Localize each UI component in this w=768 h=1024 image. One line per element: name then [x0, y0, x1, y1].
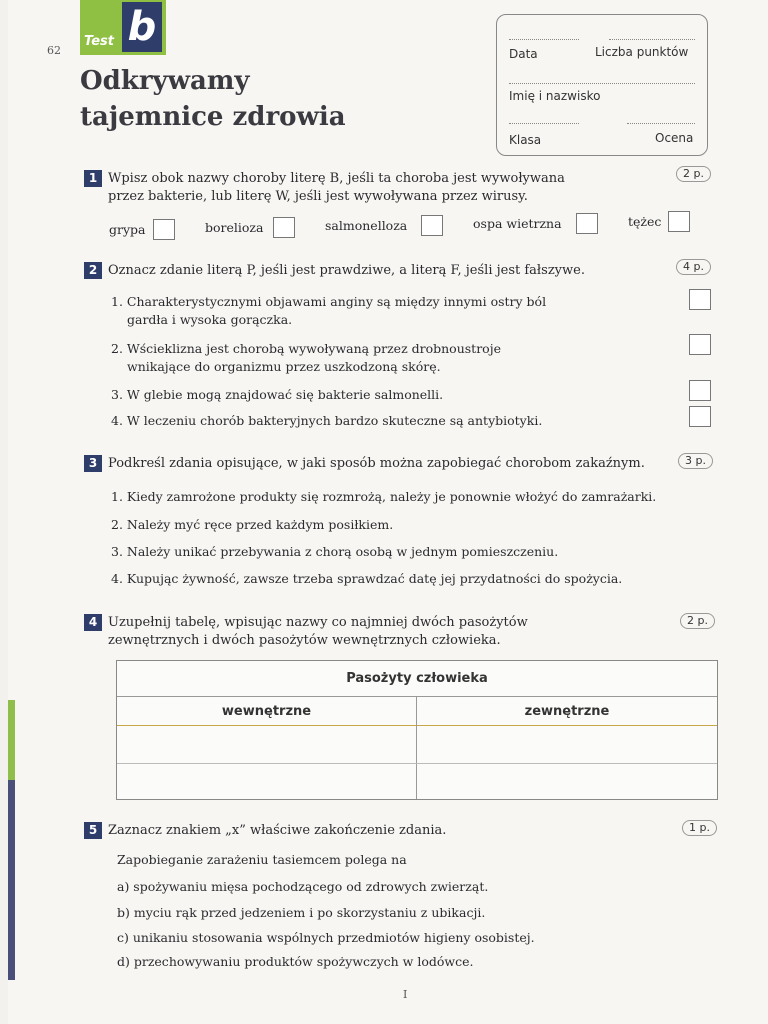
page-number: 62	[47, 44, 61, 57]
page-title	[80, 63, 346, 135]
question-text: Oznacz zdanie literą P, jeśli jest prawdziwe, a literą F, jeśli jest fałszywe.	[108, 263, 585, 278]
question-5	[84, 822, 446, 840]
sentence-item[interactable]: 4. Kupując żywność, zawsze trzeba sprawdzać datę jej przydatności do spożycia.	[111, 571, 623, 586]
statement-line: 4. W leczeniu chorób bakteryjnych bardzo skuteczne są antybiotyki.	[111, 413, 543, 428]
answer-box[interactable]	[421, 215, 443, 236]
grade-line	[627, 123, 695, 124]
statement-item	[111, 293, 546, 329]
answer-box[interactable]	[689, 289, 711, 310]
student-info-box	[496, 14, 708, 156]
column-header-external: zewnętrzne	[417, 697, 717, 726]
question-text: Zaznacz znakiem „x” właściwe zakończenie zdania.	[108, 823, 447, 838]
points-badge: 2 p.	[680, 613, 715, 629]
question-text-line-2: przez bakterie, lub literę W, jeśli jest wywoływana przez wirusy.	[108, 189, 528, 204]
points-badge: 4 p.	[676, 259, 711, 275]
date-line	[509, 39, 579, 40]
name-line	[509, 83, 695, 84]
question-number: 2	[84, 262, 102, 279]
edge-marker-blue	[8, 780, 15, 980]
statement-item	[111, 386, 443, 404]
answer-box[interactable]	[153, 219, 175, 240]
question-number: 5	[84, 822, 102, 839]
answer-option[interactable]: a) spożywaniu mięsa pochodzącego od zdrowych zwierząt.	[117, 879, 489, 894]
sentence-item[interactable]: 2. Należy myć ręce przed każdym posiłkiem.	[111, 517, 394, 532]
statement-line: gardła i wysoka gorączka.	[127, 312, 293, 327]
question-text-line-1: Wpisz obok nazwy choroby literę B, jeśli ta choroba jest wywoływana	[108, 171, 565, 186]
question-text-line-1: Uzupełnij tabelę, wpisując nazwy co najmniej dwóch pasożytów	[108, 615, 528, 630]
question-4	[84, 614, 528, 650]
column-header-internal: wewnętrzne	[117, 697, 416, 726]
column-divider	[416, 697, 417, 799]
class-line	[509, 123, 579, 124]
points-label: Liczba punktów	[595, 45, 689, 59]
question-number: 1	[84, 170, 102, 187]
answer-option[interactable]: d) przechowywaniu produktów spożywczych w lodówce.	[117, 954, 474, 969]
question-stem: Zapobieganie zarażeniu tasiemcem polega na	[117, 852, 407, 867]
table-cell-internal-2[interactable]	[119, 765, 414, 797]
question-number: 3	[84, 455, 102, 472]
table-cell-external-1[interactable]	[419, 729, 714, 761]
test-tag-letter: b	[122, 2, 162, 52]
question-number: 4	[84, 614, 102, 631]
statement-item	[111, 412, 542, 430]
question-2	[84, 262, 585, 280]
test-tag	[80, 0, 166, 55]
disease-label: borelioza	[205, 220, 264, 235]
points-line	[609, 39, 695, 40]
answer-box[interactable]	[576, 213, 598, 234]
table-cell-external-2[interactable]	[419, 765, 714, 797]
statement-line: 1. Charakterystycznymi objawami anginy są między innymi ostry ból	[111, 294, 547, 309]
sentence-item[interactable]: 3. Należy unikać przebywania z chorą osobą w jednym pomieszczeniu.	[111, 544, 559, 559]
answer-box[interactable]	[689, 334, 711, 355]
title-line-2: tajemnice zdrowia	[80, 102, 346, 132]
footer-mark: I	[403, 988, 408, 1001]
statement-line: 3. W glebie mogą znajdować się bakterie salmonelli.	[111, 387, 444, 402]
statement-item	[111, 340, 501, 376]
edge-marker-green	[8, 700, 15, 780]
parasites-table	[116, 660, 718, 800]
disease-label: tężec	[628, 214, 662, 229]
statement-line: 2. Wścieklizna jest chorobą wywoływaną przez drobnoustroje	[111, 341, 501, 356]
points-badge: 3 p.	[678, 453, 713, 469]
disease-label: ospa wietrzna	[473, 216, 562, 231]
question-text-line-2: zewnętrznych i dwóch pasożytów wewnętrznych człowieka.	[108, 633, 501, 648]
answer-box[interactable]	[689, 406, 711, 427]
name-label: Imię i nazwisko	[509, 89, 601, 103]
sentence-item[interactable]: 1. Kiedy zamrożone produkty się rozmrożą, należy je ponownie włożyć do zamrażarki.	[111, 489, 657, 504]
question-1	[84, 170, 565, 206]
grade-label: Ocena	[655, 131, 694, 145]
answer-box[interactable]	[273, 217, 295, 238]
disease-label: salmonelloza	[325, 218, 408, 233]
row-divider	[117, 763, 717, 764]
title-line-1: Odkrywamy	[80, 66, 250, 96]
answer-option[interactable]: b) myciu rąk przed jedzeniem i po skorzystaniu z ubikacji.	[117, 905, 486, 920]
statement-line: wnikające do organizmu przez uszkodzoną skórę.	[127, 359, 441, 374]
points-badge: 2 p.	[676, 166, 711, 182]
answer-box[interactable]	[689, 380, 711, 401]
table-title: Pasożyty człowieka	[117, 661, 717, 697]
answer-box[interactable]	[668, 211, 690, 232]
class-label: Klasa	[509, 133, 542, 147]
date-label: Data	[509, 47, 538, 61]
question-3	[84, 455, 645, 473]
test-tag-word: Test	[84, 34, 114, 49]
answer-option[interactable]: c) unikaniu stosowania wspólnych przedmiotów higieny osobistej.	[117, 930, 535, 945]
question-text: Podkreśl zdania opisujące, w jaki sposób można zapobiegać chorobom zakaźnym.	[108, 456, 645, 471]
table-cell-internal-1[interactable]	[119, 729, 414, 761]
disease-label: grypa	[109, 222, 146, 237]
points-badge: 1 p.	[682, 820, 717, 836]
